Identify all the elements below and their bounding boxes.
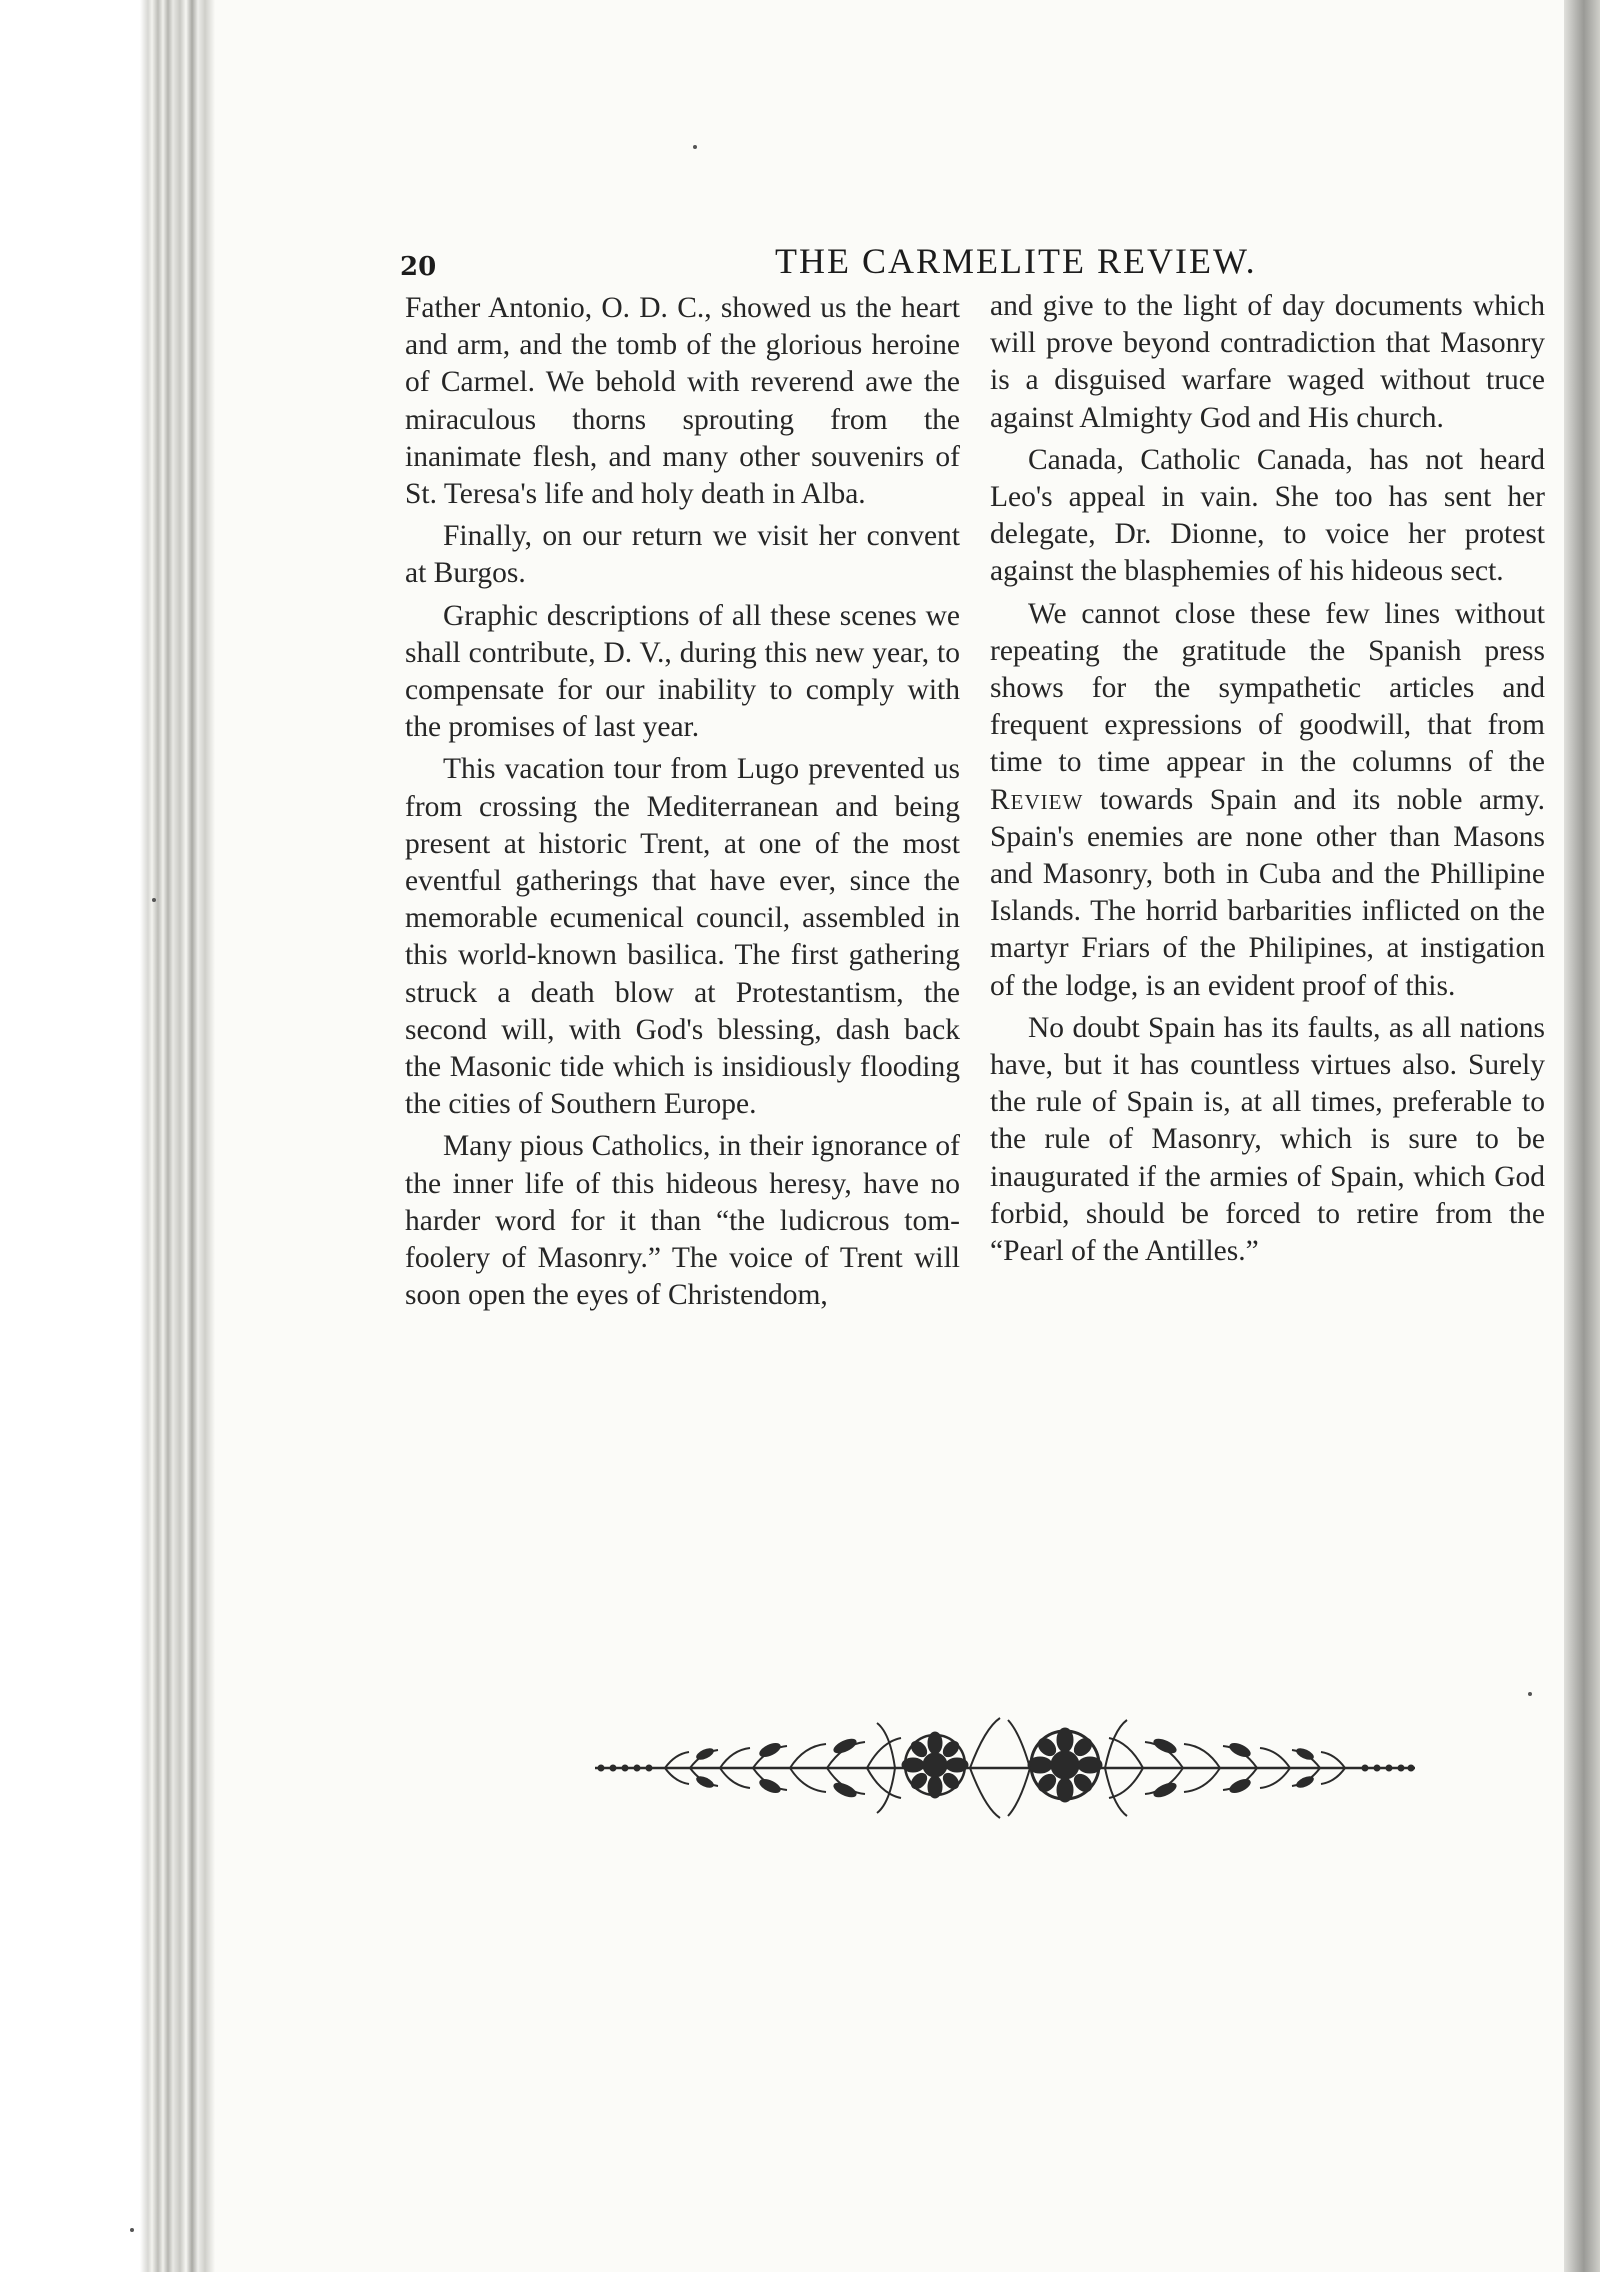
paragraph: Many pious Catholics, in their ignorance of the inner life of this hideous heresy, have no harder word for it than “the ludicrous tom-foolery of Masonry.” The voice of Trent will soon open the eyes of Christendom, bbox=[405, 1130, 960, 1312]
review-smallcaps: Review bbox=[990, 783, 1084, 816]
paragraph: Canada, Catholic Canada, has not heard Leo's appeal in vain. She too has sent her delegate, Dr. Dionne, to voice her protest against the blasphemies of his hideous sect. bbox=[990, 443, 1545, 588]
page-number: 20 bbox=[400, 252, 437, 282]
right-column bbox=[990, 288, 1545, 1270]
left-column bbox=[405, 290, 960, 1314]
floral-vine-ornament-icon bbox=[595, 1710, 1415, 1820]
page-right-edge bbox=[1564, 0, 1600, 2272]
paragraph: and give to the light of day documents which will prove beyond contradiction that Masonry is a disguised warfare waged without truce against Almighty God and His church. bbox=[990, 290, 1545, 434]
paragraph: This vacation tour from Lugo prevented us from crossing the Mediterranean and being present at historic Trent, at one of the most eventful gatherings that have ever, since the memorable ecumenical council, assembled in this world-known basilica. The first gathering struck a death blow at Protestantism, the second will, with God's blessing, dash back the Masonic tide which is insidiously flooding the cities of Southern Europe. bbox=[405, 753, 960, 1121]
paragraph: No doubt Spain has its faults, as all nations have, but it has countless virtues also. Surely the rule of Spain is, at all times, preferable to the rule of Masonry, which is sure to be inaugurated if the armies of Spain, which God forbid, should be forced to retire from the “Pearl of the Antilles.” bbox=[990, 1011, 1545, 1268]
paragraph: Graphic descriptions of all these scenes we shall contribute, D. V., during this new year, to compensate for our inability to comply with the promises of last year. bbox=[405, 599, 960, 744]
paragraph: Father Antonio, O. D. C., showed us the heart and arm, and the tomb of the glorious heroine of Carmel. We behold with reverend awe the miraculous thorns sprouting from the inanimate flesh, and many other souvenirs of St. Teresa's life and holy death in Alba. bbox=[405, 292, 960, 511]
scan-speck bbox=[130, 2228, 134, 2232]
paragraph-text: We cannot close these few lines without repeating the gratitude the Spanish press shows for the sympathetic articles and frequent expressions of goodwill, that from time to time appear in the columns of the bbox=[990, 597, 1545, 779]
book-binding-edge bbox=[0, 0, 215, 2272]
scan-speck bbox=[693, 145, 697, 149]
running-head: THE CARMELITE REVIEW. bbox=[775, 241, 1257, 281]
scan-speck bbox=[1528, 1692, 1532, 1696]
paragraph bbox=[990, 596, 1545, 1005]
scan-speck bbox=[152, 898, 156, 902]
paragraph: Finally, on our return we visit her convent at Burgos. bbox=[405, 520, 960, 590]
paragraph-text: towards Spain and its noble army. Spain's enemies are none other than Masons and Masonry, both in Cuba and the Phillipine Islands. The horrid barbarities inflicted on the martyr Friars of the Philipines, at instigation of the lodge, is an evident proof of this. bbox=[990, 783, 1546, 1002]
